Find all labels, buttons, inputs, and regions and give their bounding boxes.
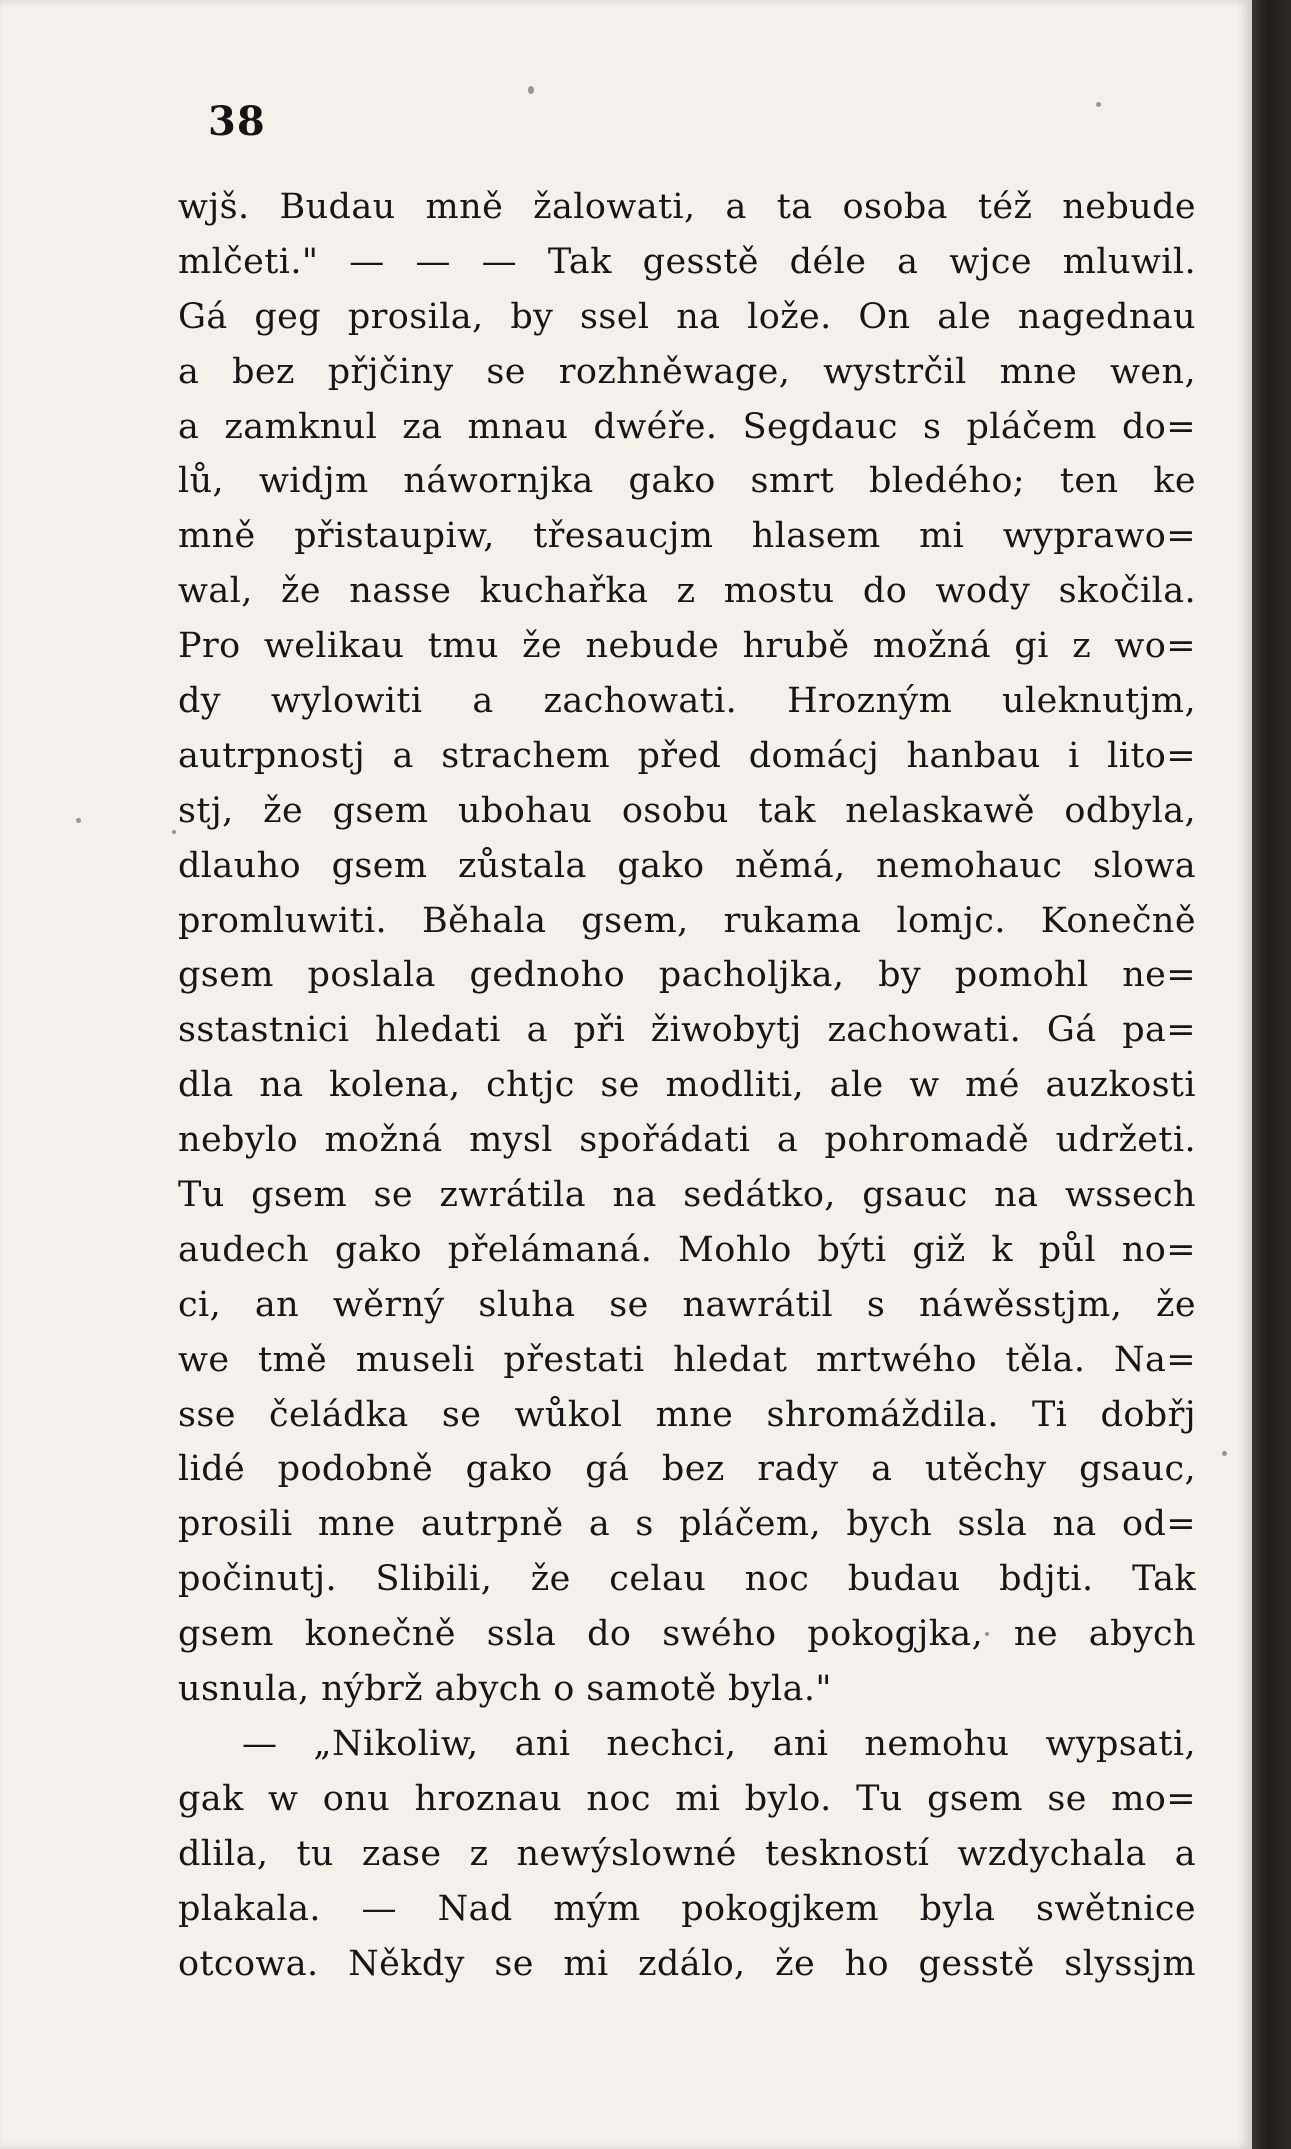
text-line: mně přistaupiw, třesaucjm hlasem mi wyprawo= [178,516,1196,557]
text-line: a zamknul za mnau dwéře. Segdauc s pláčem do= [178,406,1196,447]
text-line: autrpnostj a strachem před domácj hanbau i lito= [178,735,1196,776]
paper-speck [172,830,176,834]
text-line: Tu gsem se zwrátila na sedátko, gsauc na wssech [178,1175,1196,1216]
text-line: sse čeládka se wůkol mne shromáždila. Ti dobřj [178,1394,1196,1435]
text-line: otcowa. Někdy se mi zdálo, že ho gesstě slyssjm [178,1943,1196,1984]
paper-speck [1096,102,1101,107]
text-line: — „Nikoliw, ani nechci, ani nemohu wypsati, [242,1723,1196,1764]
body-text [178,180,1196,1991]
text-line: dlila, tu zase z newýslowné teskností wzdychala a [178,1833,1196,1874]
text-line: lů, widjm náwornjka gako smrt bledého; ten ke [178,461,1196,502]
text-line: gsem konečně ssla do swého pokogjka, ne abych [178,1614,1196,1655]
text-line: Gá geg prosila, by ssel na lože. On ale nagednau [178,296,1196,337]
text-line: Pro welikau tmu že nebude hrubě možná gi z wo= [178,626,1196,667]
text-line: dla na kolena, chtjc se modliti, ale w mé auzkosti [178,1065,1196,1106]
paragraph-2 [178,1717,1196,1991]
scan-dark-edge [1252,0,1291,2149]
paper-speck [528,86,534,94]
text-line: promluwiti. Běhala gsem, rukama lomjc. Konečně [178,900,1196,941]
text-line: lidé podobně gako gá bez rady a utěchy gsauc, [178,1449,1196,1490]
paper-speck [76,818,81,823]
text-line: počinutj. Slibili, že celau noc budau bdjti. Tak [178,1559,1196,1600]
text-line: usnula, nýbrž abych o samotě byla." [178,1669,832,1710]
text-line: ci, an wěrný sluha se nawrátil s náwěsstjm, že [178,1284,1196,1325]
text-line: sstastnici hledati a při žiwobytj zachowati. Gá pa= [178,1010,1196,1051]
text-line: audech gako přelámaná. Mohlo býti giž k půl no= [178,1229,1196,1270]
text-line: wal, že nasse kuchařka z mostu do wody skočila. [178,571,1196,612]
text-line: wjš. Budau mně žalowati, a ta osoba též nebude [178,187,1196,227]
text-line: prosili mne autrpně a s pláčem, bych ssla na od= [178,1504,1196,1545]
text-line: plakala. — Nad mým pokogjkem byla swětnice [178,1888,1196,1929]
text-line: gak w onu hroznau noc mi bylo. Tu gsem se mo= [178,1778,1196,1819]
text-line: we tmě museli přestati hledat mrtwého těla. Na= [178,1339,1196,1380]
text-line: a bez přjčiny se rozhněwage, wystrčil mne wen, [178,351,1196,392]
text-line: nebylo možná mysl spořádati a pohromadě udržeti. [178,1120,1196,1161]
paragraph-1 [178,180,1196,1717]
paper-speck [1222,1451,1227,1456]
text-line: gsem poslala gednoho pacholjka, by pomohl ne= [178,955,1196,996]
text-line: dlauho gsem zůstala gako němá, nemohauc slowa [178,845,1196,886]
text-line: dy wylowiti a zachowati. Hrozným uleknutjm, [178,681,1196,722]
text-line: stj, že gsem ubohau osobu tak nelaskawě odbyla, [178,790,1196,831]
text-line: mlčeti." — — — Tak gesstě déle a wjce mluwil. [178,241,1196,282]
page-number: 38 [208,98,266,145]
